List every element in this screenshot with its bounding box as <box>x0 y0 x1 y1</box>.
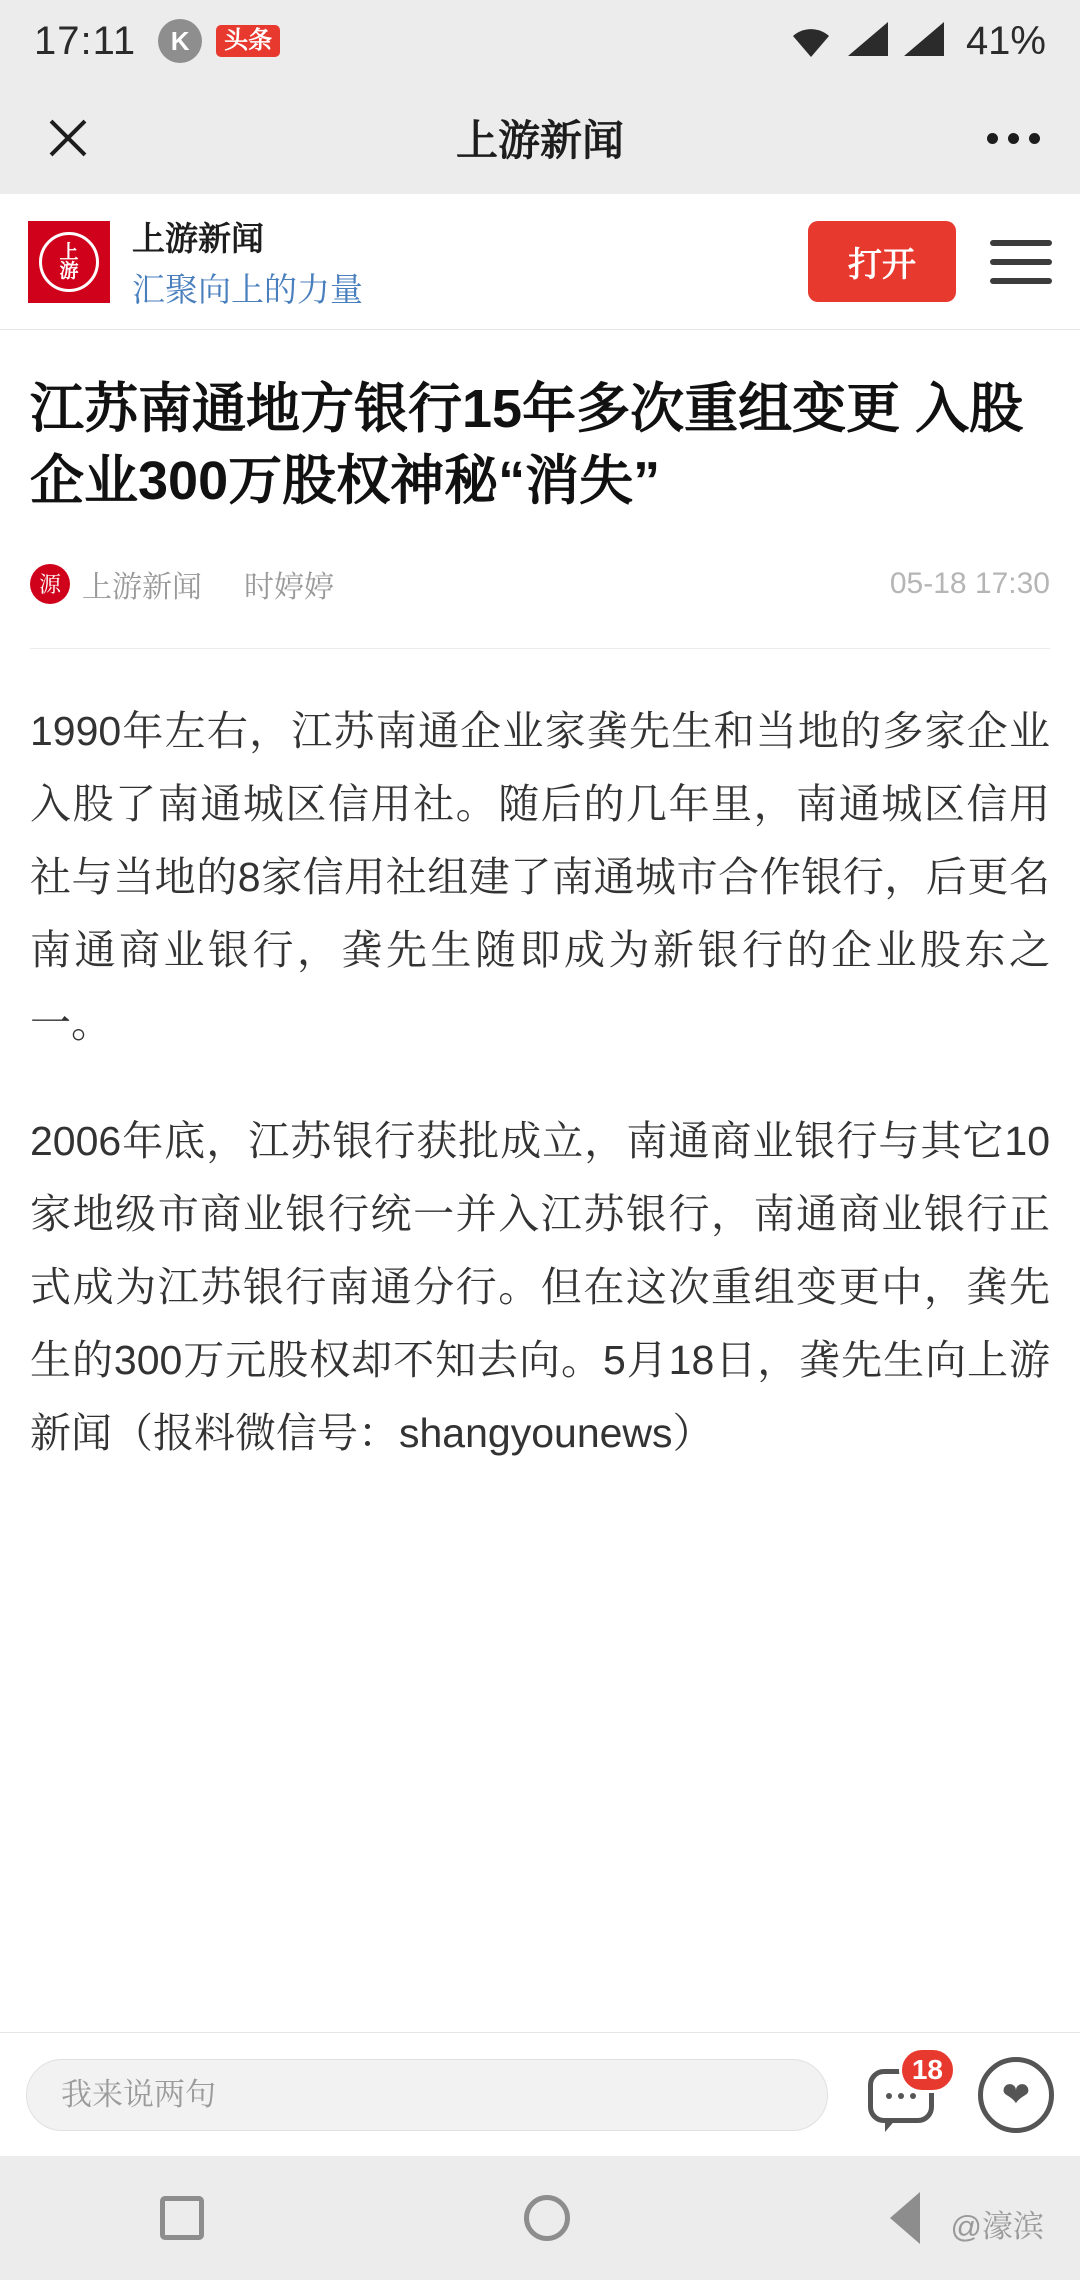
article-source: 上游新闻 <box>82 570 202 604</box>
app-logo-icon <box>28 221 110 303</box>
status-system-icons <box>790 19 1046 64</box>
comment-bar <box>0 2032 1080 2156</box>
status-bar <box>0 0 1080 82</box>
article-meta <box>30 562 1050 606</box>
logo-char-1: 上 <box>59 241 79 263</box>
app-title-bar <box>0 82 1080 194</box>
hamburger-menu-icon[interactable] <box>990 240 1052 284</box>
article-paragraph-2: 2006年底，江苏银行获批成立，南通商业银行与其它10家地级市商业银行统一并入江苏银行，南通商业银行正式成为江苏银行南通分行。但在这次重组变更中，龚先生的300万元股权却不知去向。5月18日，龚先生向上游新闻（报料微信号：shangyounews） <box>30 1118 1050 1457</box>
kuaishou-icon: K <box>158 19 202 63</box>
article-headline: 江苏南通地方银行15年多次重组变更 入股企业300万股权神秘“消失” <box>30 379 1024 511</box>
home-circle-icon[interactable] <box>524 2195 570 2241</box>
comment-input[interactable] <box>26 2059 828 2131</box>
content-fade <box>0 1992 1080 2032</box>
open-app-button[interactable]: 打开 <box>808 221 956 302</box>
heart-icon[interactable] <box>978 2057 1054 2133</box>
brand-name: 上游新闻 <box>132 219 264 257</box>
article-paragraph-1: 1990年左右，江苏南通企业家龚先生和当地的多家企业入股了南通城区信用社。随后的几年里，南通城区信用社与当地的8家信用社组建了南通城市合作银行，后更名南通商业银行，龚先生随即成为新银行的企业股东之一。 <box>30 707 1050 1046</box>
article-author: 时婷婷 <box>244 570 334 604</box>
meta-divider <box>30 648 1050 649</box>
comment-bubble-icon[interactable] <box>868 2053 943 2131</box>
system-nav-bar <box>0 2156 1080 2280</box>
close-icon[interactable] <box>40 110 96 166</box>
page-title: 上游新闻 <box>455 117 624 164</box>
brand-slogan: 汇聚向上的力量 <box>132 270 363 308</box>
signal-icon-2 <box>904 22 944 61</box>
heart-glyph: ❤ <box>1001 2075 1031 2114</box>
status-notification-icons <box>158 19 280 63</box>
source-badge-icon: 源 <box>30 564 70 604</box>
more-options-icon[interactable] <box>987 133 1040 144</box>
recents-square-icon[interactable] <box>160 2196 204 2240</box>
wifi-icon <box>790 24 832 58</box>
logo-char-2: 游 <box>59 260 79 282</box>
status-time: 17:11 <box>34 18 137 63</box>
brand-bar <box>0 194 1080 330</box>
article-timestamp: 05-18 17:30 <box>889 566 1050 600</box>
article-content[interactable] <box>0 330 1080 2032</box>
toutiao-icon: 头条 <box>216 25 280 57</box>
brand-text-block <box>132 213 363 311</box>
app-logo-inner <box>39 232 99 292</box>
comment-count-badge: 18 <box>899 2047 956 2093</box>
back-triangle-icon[interactable] <box>890 2192 920 2244</box>
watermark: @濠滨 <box>950 2209 1044 2244</box>
signal-icon-1 <box>848 22 888 61</box>
battery-percent: 41% <box>965 18 1046 63</box>
